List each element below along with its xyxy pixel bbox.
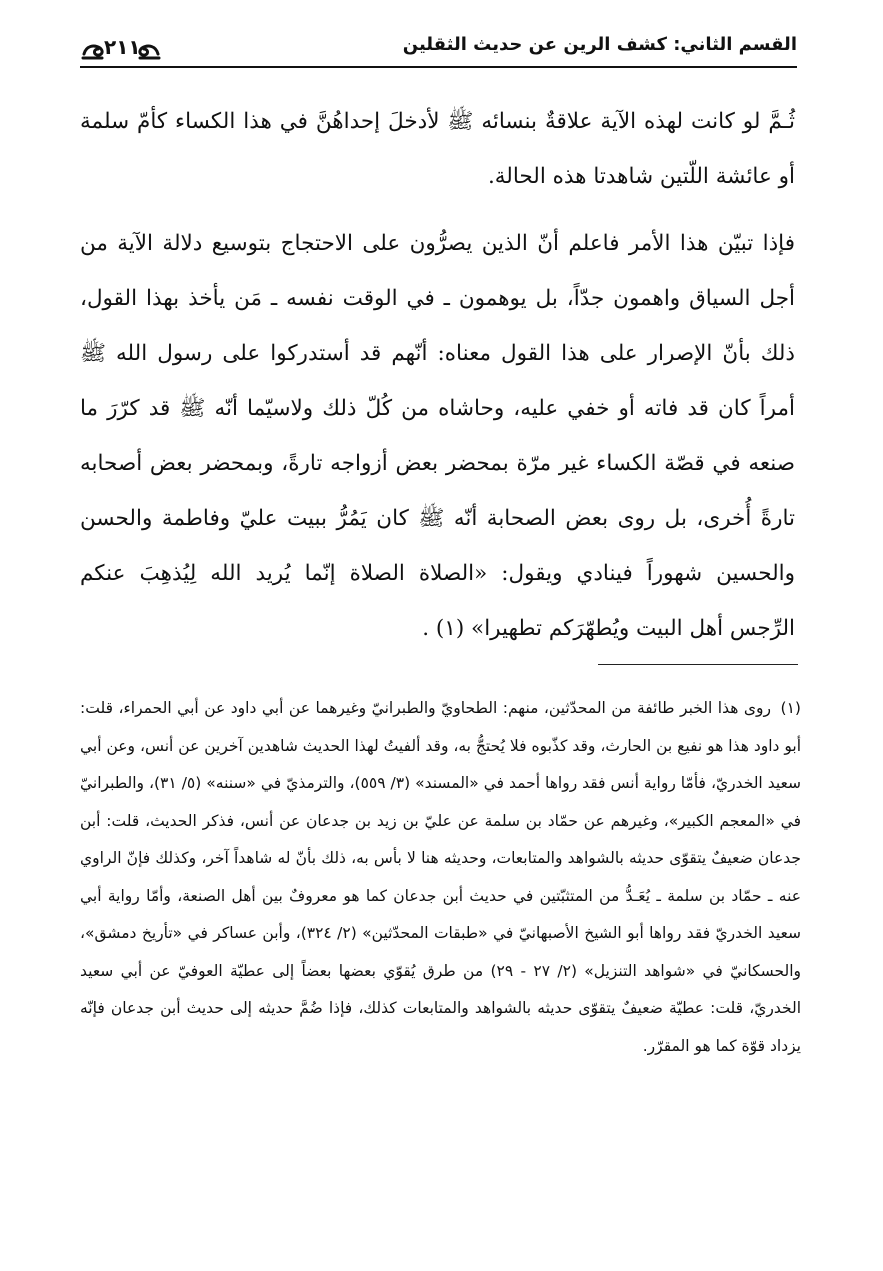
page-number: ٢١١ <box>104 35 141 59</box>
paragraph-2: فإذا تبيّن هذا الأمر فاعلم أنّ الذين يصرُّون على الاحتجاج بتوسيع دلالة الآية من أجل السياق واهمون جدّاً، بل يوهمون ـ في الوقت نفسه ـ مَن يأخذ بهذا القول، ذلك بأنّ الإصرار على هذا القول معناه: أنّهم قد أستدركوا على رسول الله ﷺ أمراً كان قد فاته أو خفي عليه، وحاشاه من كُلّ ذلك ولاسيّما أنّه ﷺ قد كرّرَ ما صنعه في قصّة الكساء غير مرّة بمحضر بعض أزواجه تارةً، وبمحضر بعض أصحابه تارةً أُخرى، بل روى بعض الصحابة أنّه ﷺ كان يَمُرُّ ببيت عليّ وفاطمة والحسن والحسين شهوراً فينادي ويقول: «الصلاة الصلاة إنّما يُريد الله لِيُذهِبَ عنكم الرِّجس أهل البيت ويُطهّرَكم تطهيرا» (١) . <box>80 231 795 641</box>
header-divider <box>80 66 797 68</box>
header-title: القسم الثاني: كشف الرين عن حديث الثقلين <box>402 34 797 55</box>
footnote <box>80 690 801 1065</box>
footnote-separator <box>598 664 798 665</box>
paragraph-1: ثُـمَّ لو كانت لهذه الآية علاقةٌ بنسائه ﷺ لأدخلَ إحداهُنَّ في هذا الكساء كأمّ سلمة أو عائشة اللّتين شاهدتا هذه الحالة. <box>80 109 795 189</box>
footnote-marker: (١) <box>780 699 801 717</box>
main-text <box>80 94 795 656</box>
footnote-text: روى هذا الخبر طائفة من المحدّثين، منهم: الطحاويّ والطبرانيّ وغيرهما عن أبي داود عن أبي الحمراء، قلت: أبو داود هذا هو نفيع بن الحارث، وقد كذّبوه فلا يُحتجُّ به، وقد ألفيتُ لهذا الحديث شاهدين آخرين عن أنس، وعن أبي سعيد الخدريّ، فأمّا رواية أنس فقد رواها أحمد في «المسند» (٣/ ٥٥٩)، والترمذيّ في «سننه» (٥/ ٣١)، والطبرانيّ في «المعجم الكبير»، وغيرهم عن حمّاد بن سلمة عن عليّ بن زيد بن جدعان عن أنس، فذكر الحديث، قلت: أبن جدعان ضعيفٌ يتقوّى حديثه بالشواهد والمتابعات، وحديثه هنا لا بأس به، ذلك بأنّ له شاهداً آخر، وكذلك فإنّ الراوي عنه ـ حمّاد بن سلمة ـ يُعَـدُّ من المتثبّتين في حديث أبن جدعان كما هو معروفٌ بين أهل الصنعة، وأمّا رواية أبي سعيد الخدريّ فقد رواها أبو الشيخ الأصبهانيّ في «طبقات المحدّثين» (٢/ ٣٢٤)، وأبن عساكر في «تأريخ دمشق»، والحسكانيّ في «شواهد التنزيل» (٢/ ٢٧ - ٢٩) من طرق يُقوّي بعضها بعضاً إلى عطيّة العوفيّ عن أبي سعيد الخدريّ، قلت: عطيّة ضعيفٌ يتقوّى حديثه بالشواهد والمتابعات كذلك، فإذا ضُمَّ حديثه إلى حديث أبن جدعان فإنّه يزداد قوّة كما هو المقرّر. <box>80 699 802 1055</box>
running-header <box>80 28 797 68</box>
page-number-badge <box>80 32 162 62</box>
